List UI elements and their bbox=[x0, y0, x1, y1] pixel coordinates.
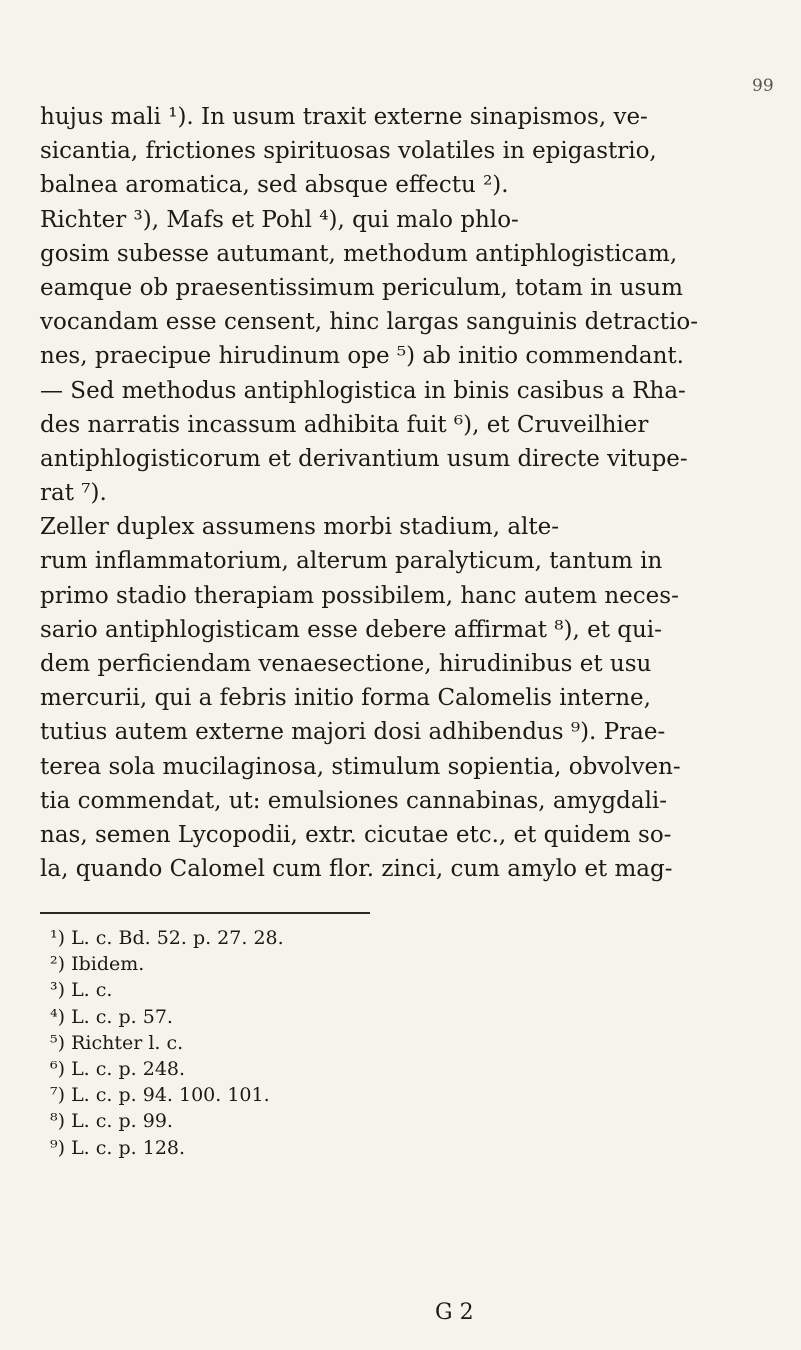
text-line: gosim subesse autumant, methodum antiphlogisticam, bbox=[40, 240, 678, 267]
page-number: 99 bbox=[752, 76, 774, 96]
text-line: hujus mali ¹). In usum traxit externe sinapismos, ve- bbox=[40, 104, 648, 130]
body-text bbox=[40, 100, 766, 886]
footnote: ⁸) L. c. p. 99. bbox=[50, 1110, 173, 1133]
footnote: ⁶) L. c. p. 248. bbox=[50, 1057, 186, 1080]
footnote: ²) Ibidem. bbox=[50, 953, 145, 976]
footnotes bbox=[50, 925, 550, 1161]
text-line: tia commendat, ut: emulsiones cannabinas, amygdali- bbox=[40, 787, 668, 814]
footnote: ⁴) L. c. p. 57. bbox=[50, 1005, 173, 1028]
text-line: mercurii, qui a febris initio forma Calomelis interne, bbox=[40, 685, 651, 712]
footnote: ⁷) L. c. p. 94. 100. 101. bbox=[50, 1084, 270, 1107]
printer-signature-mark: G 2 bbox=[435, 1300, 474, 1325]
text-line: dem perficiendam venaesectione, hirudinibus et usu bbox=[40, 651, 652, 677]
text-line: primo stadio therapiam possibilem, hanc autem neces- bbox=[40, 582, 679, 609]
text-line: eamque ob praesentissimum periculum, totam in usum bbox=[40, 274, 683, 301]
text-line: Zeller duplex assumens morbi stadium, alte- bbox=[40, 514, 560, 541]
text-line: des narratis incassum adhibita fuit ⁶), et Cruveilhier bbox=[40, 411, 649, 438]
text-line: vocandam esse censent, hinc largas sanguinis detractio- bbox=[40, 309, 699, 336]
text-line: nes, praecipue hirudinum ope ⁵) ab initio commendant. bbox=[40, 343, 684, 370]
text-line: rum inflammatorium, alterum paralyticum, tantum in bbox=[40, 548, 663, 575]
footnote: ⁵) Richter l. c. bbox=[50, 1031, 184, 1054]
text-line: la, quando Calomel cum flor. zinci, cum amylo et mag- bbox=[40, 856, 673, 883]
text-line: tutius autem externe majori dosi adhibendus ⁹). Prae- bbox=[40, 719, 666, 746]
text-line: sario antiphlogisticam esse debere affirmat ⁸), et qui- bbox=[40, 616, 662, 643]
text-line: antiphlogisticorum et derivantium usum directe vitupe- bbox=[40, 445, 688, 472]
text-line: — Sed methodus antiphlogistica in binis casibus a Rha- bbox=[40, 377, 686, 404]
text-line: sicantia, frictiones spirituosas volatiles in epigastrio, bbox=[40, 138, 657, 165]
footnote-divider bbox=[40, 912, 370, 914]
text-line: Richter ³), Mafs et Pohl ⁴), qui malo phlo- bbox=[40, 206, 519, 233]
text-line: balnea aromatica, sed absque effectu ²). bbox=[40, 172, 509, 199]
text-line: terea sola mucilaginosa, stimulum sopientia, obvolven- bbox=[40, 753, 681, 780]
text-line: nas, semen Lycopodii, extr. cicutae etc., et quidem so- bbox=[40, 821, 672, 848]
text-line: rat ⁷). bbox=[40, 480, 107, 507]
footnote: ³) L. c. bbox=[50, 979, 113, 1002]
footnote: ⁹) L. c. p. 128. bbox=[50, 1136, 186, 1159]
footnote: ¹) L. c. Bd. 52. p. 27. 28. bbox=[50, 927, 284, 949]
